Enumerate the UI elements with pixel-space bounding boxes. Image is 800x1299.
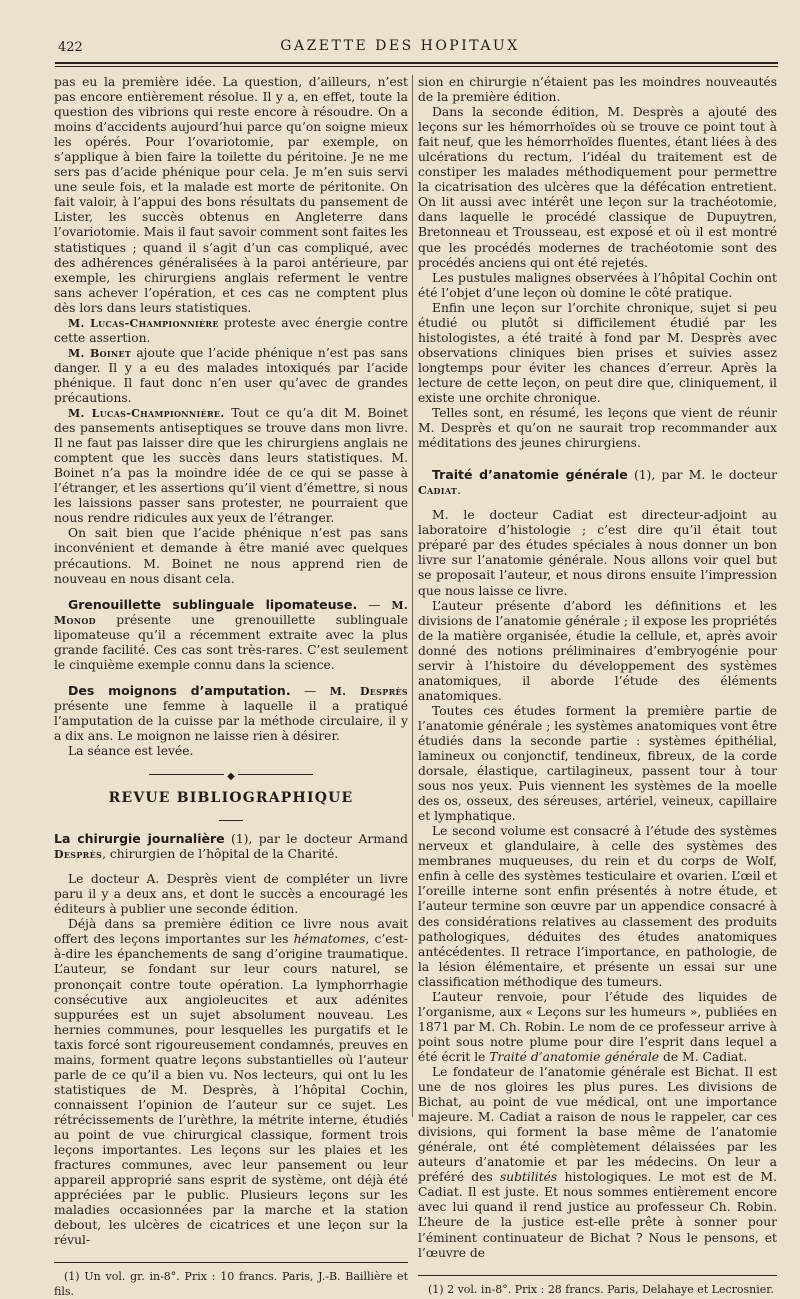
column-divider bbox=[412, 75, 413, 1117]
paragraph: Déjà dans sa première édition ce livre nous avait offert des leçons importantes sur les hématomes, c’est-à-dire les épanchements de sang d’origine traumatique. L’auteur, se fondant sur leur cours naturel, se prononçait contre toute opération. La lymphorrhagie consécutive aux angioleucites et aux adénites suppurées est un sujet absolument nouveau. Les hernies communes, pour lesquelles les purgatifs et le taxis forcé sont rigoureusement condamnés, preuves en mains, forment quatre leçons substantielles où l’auteur parle de ce qu’il a bien vu. Nos lecteurs, qui ont lu les statistiques de M. Desprès, à l’hôpital Cochin, connaissent l’opinion de l’auteur sur ce sujet. Les rétrécissements de l’urèthre, la métrite interne, étudiés au point de vue chirurgical classique, forment trois leçons importantes. Les leçons sur les plaies et les fractures communes, avec leur pansement ou leur appareil approprié sans esprit de système, ont déjà été appréciées par le public. Plusieurs leçons sur les maladies occasionnées par la marche et la station debout, les ulcères de cicatrices et une leçon sur la révul- bbox=[54, 917, 408, 1248]
paragraph: Traité d’anatomie générale (1), par M. le docteur Cadiat. bbox=[418, 467, 777, 498]
paragraph: Le docteur A. Desprès vient de compléter un livre paru il y a deux ans, et dont le succès a encouragé les éditeurs à publier une seconde édition. bbox=[54, 872, 408, 917]
paragraph: pas eu la première idée. La question, d’ailleurs, n’est pas encore entièrement résolue. Il y a, en effet, toute la question des vibrions qui reste encore à résoudre. On a moins d’accidents aujourd’hui parce qu’on soigne mieux les opérés. Pour l’ovariotomie, par exemple, on s’applique à bien faire la toilette du péritoine. Je ne me sers pas d’acide phénique pour cela. Je m’en suis servi une seule fois, et la malade est morte de péritonite. On fait valoir, à l’appui des bons résultats du pansement de Lister, les succès obtenus en Angleterre dans l’ovariotomie. Mais il faut savoir comment sont faites les statistiques ; quand il s’agit d’un cas compliqué, avec des adhérences généralisées à la paroi antérieure, par exemple, les chirurgiens anglais referment le ventre sans achever l’opération, et ces cas ne comptent plus dès lors dans leurs statistiques. bbox=[54, 75, 408, 315]
section-heading: Grenouillette sublinguale lipomateuse. bbox=[68, 596, 358, 612]
author-name: Cadiat bbox=[418, 484, 458, 498]
speaker-name: M. Desprès bbox=[329, 684, 408, 698]
right-column bbox=[418, 75, 777, 1297]
page-number: 422 bbox=[58, 40, 83, 55]
paragraph: L’auteur présente d’abord les définitions et les divisions de l’anatomie générale ; il expose les propriétés de la matière organisée, étudie la cellule, et, après avoir donné des notions préliminaires d’embryogénie pour servir à l’histoire du développement des systèmes anatomiques, il aborde l’étude des éléments anatomiques. bbox=[418, 598, 777, 703]
section-heading: Des moignons d’amputation. bbox=[68, 682, 291, 698]
left-column bbox=[54, 75, 408, 1299]
paragraph: Les pustules malignes observées à l’hôpital Cochin ont été l’objet d’une leçon où domine le côté pratique. bbox=[418, 270, 777, 300]
footnote: (1) Un vol. gr. in-8°. Prix : 10 francs. Paris, J.-B. Baillière et fils. bbox=[54, 1270, 408, 1299]
author-name: Desprès bbox=[54, 848, 103, 862]
paragraph: Dans la seconde édition, M. Desprès a ajouté des leçons sur les hémorrhoïdes où se trouve ce point tout à fait neuf, que les hémorrhoïdes fluentes, étant liées à des ulcérations du rectum, l’idéal du traitement est de constiper les malades méthodiquement pour permettre la cicatrisation des ulcères que la défécation entretient. On lit aussi avec intérêt une leçon sur la trachéotomie, dans laquelle le procédé classique de Dupuytren, Bretonneau et Trousseau, est exposé et où il est montré que les procédés modernes de trachéotomie sont des procédés anciens qui ont été rejetés. bbox=[418, 105, 777, 270]
book-title: La chirurgie journalière bbox=[54, 831, 225, 847]
speaker-name: M. Lucas-Championnière bbox=[68, 316, 219, 330]
paragraph: M. Lucas-Championnière. Tout ce qu’a dit M. Boinet des pansements antiseptiques se trouve dans mon livre. Il ne faut pas laisser dire que les chirurgiens anglais ne comptent que les succès dans leurs statistiques. M. Boinet n’a pas la moindre idée de ce qui se passe à l’étranger, et les assertions qu’il vient d’émettre, si nous les laissions passer sans protester, ne pourraient que nous rendre ridicules aux yeux de l’étranger. bbox=[54, 406, 408, 526]
header-rule-thin bbox=[55, 66, 778, 67]
paragraph: M. Boinet ajoute que l’acide phénique n’est pas sans danger. Il y a eu des malades intoxiqués par l’acide phénique. Il faut donc n’en user qu’avec de grandes précautions. bbox=[54, 345, 408, 405]
header-rule bbox=[55, 62, 778, 64]
speaker-name: M. Lucas-Championnière. bbox=[68, 407, 225, 421]
paragraph: M. Lucas-Championnière proteste avec énergie contre cette assertion. bbox=[54, 315, 408, 345]
paragraph: Le fondateur de l’anatomie générale est Bichat. Il est une de nos gloires les plus pures. Les divisions de Bichat, au point de vue médical, ont une importance majeure. M. Cadiat a raison de nous le rappeler, car ces divisions, qui forment la base même de l’anatomie générale, ont été complètement délaissées par les auteurs d’anatomie et par les médecins. On leur a préféré des subtilités histologiques. Le mot est de M. Cadiat. Il est juste. Et nous sommes entièrement encore avec lui quand il rend justice au professeur Ch. Robin. L’heure de la justice est-elle prête à sonner pour l’éminent continuateur de Bichat ? Nous le pensons, et l’œuvre de bbox=[418, 1065, 777, 1260]
speaker-name: M. Monod bbox=[54, 598, 408, 627]
short-rule bbox=[219, 820, 243, 821]
section-title: REVUE BIBLIOGRAPHIQUE bbox=[108, 790, 354, 807]
footnote-rule bbox=[54, 1262, 408, 1263]
diamond-icon: ◆ bbox=[224, 771, 238, 782]
footnote: (1) 2 vol. in-8°. Prix : 28 francs. Paris, Delahaye et Lecrosnier. bbox=[428, 1282, 774, 1296]
paragraph: L’auteur renvoie, pour l’étude des liquides de l’organisme, aux « Leçons sur les humeurs », publiées en 1871 par M. Ch. Robin. Le nom de ce professeur arrive à point sous notre plume pour dire l’esprit dans lequel a été écrit le Traité d’anatomie générale de M. Cadiat. bbox=[418, 989, 777, 1064]
footnote-rule bbox=[418, 1275, 777, 1276]
paragraph: Des moignons d’amputation. — M. Desprès présente une femme à laquelle il a pratiqué l’amputation de la cuisse par la méthode circulaire, il y a dix ans. Le moignon ne laisse rien à désirer. bbox=[54, 682, 408, 743]
paragraph: sion en chirurgie n’étaient pas les moindres nouveautés de la première édition. bbox=[418, 75, 777, 105]
paragraph: Le second volume est consacré à l’étude des systèmes nerveux et glandulaire, à celle des systèmes des membranes muqueuses, du rein et du corps de Wolf, enfin à celle des systèmes testiculaire et ovarien. L’œil et l’oreille interne sont enfin présentés à notre étude, et l’auteur termine son œuvre par un appendice consacré à des considérations relatives au classement des produits pathologiques, déduites des études anatomiques antécédentes. Il retrace l’importance, en pathologie, de la lésion élémentaire, et présente un essai sur une classification méthodique des tumeurs. bbox=[418, 824, 777, 989]
paragraph: Enfin une leçon sur l’orchite chronique, sujet si peu étudié ou plutôt si difficilement étudié par les histologistes, a été traité à fond par M. Desprès avec observations cliniques bien prises et suivies assez longtemps pour éviter les chances d’erreur. Après la lecture de cette leçon, on peut dire que, cliniquement, il existe une orchite chronique. bbox=[418, 300, 777, 405]
paragraph: La séance est levée. bbox=[68, 744, 194, 759]
book-title: Traité d’anatomie générale bbox=[432, 467, 628, 483]
running-title: GAZETTE DES HOPITAUX bbox=[280, 38, 520, 54]
paragraph: On sait bien que l’acide phénique n’est pas sans inconvénient et demande à être manié avec quelques précautions. M. Boinet ne nous apprend rien de nouveau en nous disant cela. bbox=[54, 526, 408, 586]
paragraph: Toutes ces études forment la première partie de l’anatomie générale ; les systèmes anatomiques vont être étudiés dans la seconde partie : systèmes épithélial, lamineux ou conjonctif, tendineux, fibreux, de la corde dorsale, élastique, cartilagineux, passent tour à tour sous nos yeux. Puis viennent les systèmes de la moelle des os, osseux, des séreuses, artériel, veineux, capillaire et lymphatique. bbox=[418, 703, 777, 824]
paragraph: La chirurgie journalière (1), par le docteur Armand Desprès, chirurgien de l’hôpital de la Charité. bbox=[54, 831, 408, 862]
paragraph: Grenouillette sublinguale lipomateuse. — M. Monod présente une grenouillette sublinguale lipomateuse qu’il a récemment extraite avec la plus grande facilité. Ces cas sont très-rares. C’est seulement le cinquième exemple connu dans la science. bbox=[54, 596, 408, 672]
paragraph: M. le docteur Cadiat est directeur-adjoint au laboratoire d’histologie ; c’est dire qu’il était tout préparé par des études spéciales à nous donner un bon livre sur l’anatomie générale. Nous allons voir quel but se proposait l’auteur, et nous dirons ensuite l’impression que nous laisse ce livre. bbox=[418, 508, 777, 598]
paragraph: Telles sont, en résumé, les leçons que vient de réunir M. Desprès et qu’on ne saurait trop recommander aux méditations des jeunes chirurgiens. bbox=[418, 406, 777, 451]
speaker-name: M. Boinet bbox=[68, 346, 132, 360]
ornament-rule bbox=[54, 769, 408, 783]
